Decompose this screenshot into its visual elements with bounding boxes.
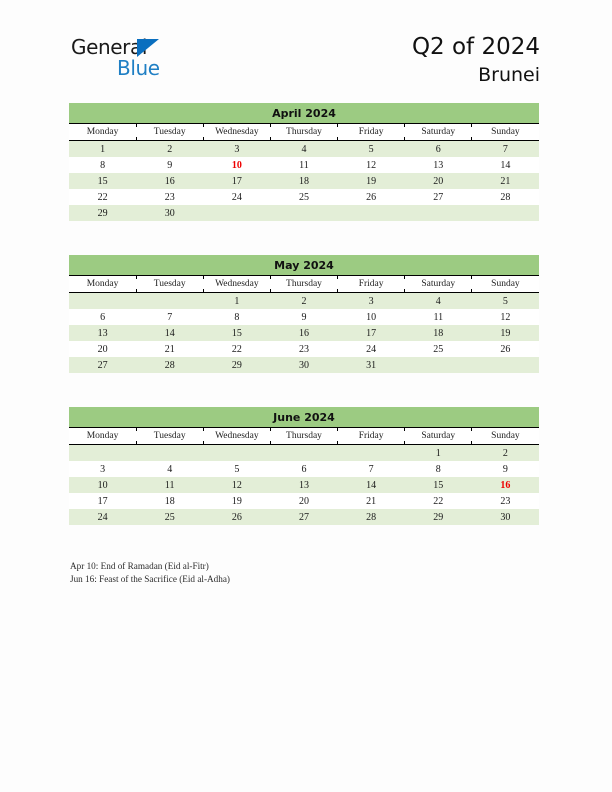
calendar-day-empty xyxy=(136,445,203,462)
calendar-day-cell[interactable]: 5 xyxy=(472,293,539,310)
weekday-header-saturday: Saturday xyxy=(405,428,472,445)
calendar-week-row xyxy=(69,477,539,493)
column-tick xyxy=(270,124,271,127)
calendar-week-row xyxy=(69,205,539,221)
calendar-day-cell[interactable]: 1 xyxy=(69,141,136,158)
column-tick xyxy=(471,124,472,127)
column-tick xyxy=(136,137,137,140)
calendar-day-cell[interactable]: 1 xyxy=(405,445,472,462)
weekday-header-tuesday: Tuesday xyxy=(136,428,203,445)
calendar-day-cell[interactable]: 29 xyxy=(69,205,136,221)
column-tick xyxy=(203,441,204,444)
calendar-day-empty xyxy=(203,205,270,221)
calendar-day-cell[interactable]: 15 xyxy=(405,477,472,493)
calendar-day-cell[interactable]: 16 xyxy=(136,173,203,189)
weekday-header-row xyxy=(69,124,539,141)
calendar-day-cell[interactable]: 12 xyxy=(472,309,539,325)
calendar-day-cell[interactable]: 3 xyxy=(69,461,136,477)
calendar-week-row xyxy=(69,325,539,341)
column-tick xyxy=(203,289,204,292)
column-tick xyxy=(404,428,405,431)
calendar-day-cell[interactable]: 22 xyxy=(405,493,472,509)
calendar-day-cell[interactable]: 16 xyxy=(472,477,539,493)
holiday-notes xyxy=(70,560,230,585)
calendar-day-cell[interactable]: 28 xyxy=(338,509,405,525)
column-tick xyxy=(337,428,338,431)
column-tick xyxy=(203,124,204,127)
calendar-week-row xyxy=(69,309,539,325)
calendar-day-cell[interactable]: 7 xyxy=(136,309,203,325)
calendar-week-row xyxy=(69,445,539,462)
calendar-week-row xyxy=(69,509,539,525)
weekday-header-thursday: Thursday xyxy=(270,276,337,293)
weekday-header-saturday: Saturday xyxy=(405,276,472,293)
calendar-day-cell[interactable]: 18 xyxy=(136,493,203,509)
calendar-day-cell[interactable]: 17 xyxy=(69,493,136,509)
calendar-day-empty xyxy=(270,205,337,221)
month-title: April 2024 xyxy=(69,103,539,124)
calendar-day-cell[interactable]: 8 xyxy=(203,309,270,325)
month-calendar-may xyxy=(69,255,539,373)
calendar-day-empty xyxy=(338,205,405,221)
page-title: Q2 of 2024 xyxy=(411,34,540,60)
calendar-day-cell[interactable]: 24 xyxy=(338,341,405,357)
holiday-note: Apr 10: End of Ramadan (Eid al-Fitr) xyxy=(70,561,209,571)
calendar-table xyxy=(69,124,539,221)
calendar-day-cell[interactable]: 2 xyxy=(472,445,539,462)
calendar-day-empty xyxy=(69,293,136,310)
calendar-week-row xyxy=(69,293,539,310)
calendar-day-empty xyxy=(338,445,405,462)
column-tick xyxy=(136,276,137,279)
weekday-header-sunday: Sunday xyxy=(472,276,539,293)
weekday-header-friday: Friday xyxy=(338,428,405,445)
calendar-day-empty xyxy=(472,205,539,221)
weekday-header-friday: Friday xyxy=(338,124,405,141)
calendar-day-cell[interactable]: 2 xyxy=(136,141,203,158)
calendar-day-cell[interactable]: 29 xyxy=(405,509,472,525)
calendar-day-empty xyxy=(472,357,539,373)
calendar-day-cell[interactable]: 1 xyxy=(203,293,270,310)
calendar-day-cell[interactable]: 19 xyxy=(472,325,539,341)
calendar-day-cell[interactable]: 21 xyxy=(472,173,539,189)
column-tick xyxy=(203,276,204,279)
calendar-week-row xyxy=(69,173,539,189)
column-tick xyxy=(270,289,271,292)
logo-text-general: General xyxy=(71,35,148,59)
calendar-day-cell[interactable]: 17 xyxy=(338,325,405,341)
calendar-day-cell[interactable]: 27 xyxy=(270,509,337,525)
column-tick xyxy=(471,428,472,431)
calendar-week-row xyxy=(69,189,539,205)
calendar-day-cell[interactable]: 29 xyxy=(203,357,270,373)
weekday-header-wednesday: Wednesday xyxy=(203,428,270,445)
calendar-week-row xyxy=(69,141,539,158)
month-calendar-june xyxy=(69,407,539,525)
calendar-day-cell[interactable]: 7 xyxy=(338,461,405,477)
column-tick xyxy=(404,289,405,292)
calendar-day-cell[interactable]: 25 xyxy=(405,341,472,357)
column-tick xyxy=(136,441,137,444)
calendar-day-cell[interactable]: 25 xyxy=(270,189,337,205)
column-tick xyxy=(337,124,338,127)
calendar-day-cell[interactable]: 9 xyxy=(136,157,203,173)
page-subtitle: Brunei xyxy=(478,64,540,86)
holiday-note: Jun 16: Feast of the Sacrifice (Eid al-Adha) xyxy=(70,573,230,584)
column-tick xyxy=(270,137,271,140)
calendar-day-cell[interactable]: 6 xyxy=(69,309,136,325)
column-tick xyxy=(270,276,271,279)
calendar-week-row xyxy=(69,493,539,509)
weekday-header-sunday: Sunday xyxy=(472,124,539,141)
calendar-day-cell[interactable]: 31 xyxy=(338,357,405,373)
column-tick xyxy=(337,137,338,140)
calendar-day-cell[interactable]: 3 xyxy=(338,293,405,310)
calendar-day-cell[interactable]: 27 xyxy=(69,357,136,373)
calendar-day-cell[interactable]: 6 xyxy=(405,141,472,158)
column-tick xyxy=(270,441,271,444)
calendar-day-cell[interactable]: 30 xyxy=(472,509,539,525)
calendar-day-cell[interactable]: 16 xyxy=(270,325,337,341)
column-tick xyxy=(337,289,338,292)
calendar-day-cell[interactable]: 20 xyxy=(405,173,472,189)
column-tick xyxy=(337,441,338,444)
month-calendar-april xyxy=(69,103,539,221)
triangle-icon xyxy=(137,39,159,57)
calendar-table xyxy=(69,428,539,525)
calendar-day-cell[interactable]: 30 xyxy=(270,357,337,373)
weekday-header-tuesday: Tuesday xyxy=(136,276,203,293)
weekday-header-monday: Monday xyxy=(69,124,136,141)
column-tick xyxy=(270,428,271,431)
calendar-day-cell[interactable]: 9 xyxy=(270,309,337,325)
calendar-day-cell[interactable]: 4 xyxy=(405,293,472,310)
weekday-header-friday: Friday xyxy=(338,276,405,293)
calendar-day-cell[interactable]: 10 xyxy=(338,309,405,325)
calendar-day-cell[interactable]: 26 xyxy=(203,509,270,525)
column-tick xyxy=(136,428,137,431)
calendar-day-cell[interactable]: 30 xyxy=(136,205,203,221)
calendar-day-cell[interactable]: 23 xyxy=(472,493,539,509)
calendar-day-cell[interactable]: 23 xyxy=(270,341,337,357)
column-tick xyxy=(203,137,204,140)
calendar-day-cell[interactable]: 21 xyxy=(338,493,405,509)
calendar-day-cell[interactable]: 19 xyxy=(338,173,405,189)
logo-text-blue: Blue xyxy=(117,56,160,80)
calendar-day-cell[interactable]: 14 xyxy=(136,325,203,341)
calendar-day-cell[interactable]: 5 xyxy=(338,141,405,158)
calendar-day-cell[interactable]: 17 xyxy=(203,173,270,189)
calendar-day-cell[interactable]: 28 xyxy=(136,357,203,373)
calendar-day-cell[interactable]: 22 xyxy=(69,189,136,205)
calendar-day-empty xyxy=(405,357,472,373)
calendar-day-empty xyxy=(69,445,136,462)
calendar-week-row xyxy=(69,357,539,373)
column-tick xyxy=(471,276,472,279)
calendar-day-cell[interactable]: 28 xyxy=(472,189,539,205)
calendar-day-cell[interactable]: 14 xyxy=(472,157,539,173)
column-tick xyxy=(404,124,405,127)
column-tick xyxy=(404,441,405,444)
calendar-day-cell[interactable]: 15 xyxy=(203,325,270,341)
calendar-day-cell[interactable]: 20 xyxy=(69,341,136,357)
calendar-day-cell[interactable]: 13 xyxy=(405,157,472,173)
calendar-week-row xyxy=(69,157,539,173)
weekday-header-thursday: Thursday xyxy=(270,428,337,445)
column-tick xyxy=(136,124,137,127)
page-title-block xyxy=(412,33,540,88)
column-tick xyxy=(337,276,338,279)
calendar-week-row xyxy=(69,461,539,477)
calendar-day-cell[interactable]: 11 xyxy=(270,157,337,173)
weekday-header-tuesday: Tuesday xyxy=(136,124,203,141)
calendar-day-cell[interactable]: 18 xyxy=(270,173,337,189)
column-tick xyxy=(404,137,405,140)
column-tick xyxy=(471,137,472,140)
calendar-day-cell[interactable]: 12 xyxy=(203,477,270,493)
calendar-day-cell[interactable]: 12 xyxy=(338,157,405,173)
calendar-day-cell[interactable]: 3 xyxy=(203,141,270,158)
calendar-day-empty xyxy=(405,205,472,221)
calendar-day-cell[interactable]: 4 xyxy=(270,141,337,158)
calendar-day-cell[interactable]: 15 xyxy=(69,173,136,189)
calendar-day-cell[interactable]: 19 xyxy=(203,493,270,509)
calendar-day-cell[interactable]: 20 xyxy=(270,493,337,509)
weekday-header-thursday: Thursday xyxy=(270,124,337,141)
month-title: May 2024 xyxy=(69,255,539,276)
column-tick xyxy=(471,441,472,444)
calendar-day-cell[interactable]: 11 xyxy=(405,309,472,325)
weekday-header-row xyxy=(69,276,539,293)
page-header xyxy=(0,0,612,96)
weekday-header-monday: Monday xyxy=(69,428,136,445)
general-blue-logo xyxy=(71,36,186,80)
calendar-day-cell[interactable]: 8 xyxy=(69,157,136,173)
calendar-week-row xyxy=(69,341,539,357)
column-tick xyxy=(404,276,405,279)
calendar-day-cell[interactable]: 10 xyxy=(69,477,136,493)
calendar-day-cell[interactable]: 6 xyxy=(270,461,337,477)
calendar-day-cell[interactable]: 26 xyxy=(338,189,405,205)
weekday-header-sunday: Sunday xyxy=(472,428,539,445)
calendar-day-cell[interactable]: 18 xyxy=(405,325,472,341)
calendar-day-cell[interactable]: 10 xyxy=(203,157,270,173)
calendar-day-cell[interactable]: 14 xyxy=(338,477,405,493)
calendar-table xyxy=(69,276,539,373)
column-tick xyxy=(471,289,472,292)
weekday-header-wednesday: Wednesday xyxy=(203,124,270,141)
calendar-day-cell[interactable]: 13 xyxy=(69,325,136,341)
calendar-day-cell[interactable]: 23 xyxy=(136,189,203,205)
calendar-day-cell[interactable]: 2 xyxy=(270,293,337,310)
calendar-day-cell[interactable]: 13 xyxy=(270,477,337,493)
calendar-day-cell[interactable]: 26 xyxy=(472,341,539,357)
calendar-day-cell[interactable]: 25 xyxy=(136,509,203,525)
column-tick xyxy=(203,428,204,431)
calendar-day-cell[interactable]: 7 xyxy=(472,141,539,158)
calendar-day-cell[interactable]: 5 xyxy=(203,461,270,477)
calendar-day-cell[interactable]: 11 xyxy=(136,477,203,493)
weekday-header-row xyxy=(69,428,539,445)
calendar-day-cell[interactable]: 21 xyxy=(136,341,203,357)
calendar-day-cell[interactable]: 24 xyxy=(203,189,270,205)
calendar-day-empty xyxy=(203,445,270,462)
month-title: June 2024 xyxy=(69,407,539,428)
calendar-day-empty xyxy=(270,445,337,462)
calendar-day-cell[interactable]: 8 xyxy=(405,461,472,477)
calendar-day-empty xyxy=(136,293,203,310)
column-tick xyxy=(136,289,137,292)
calendar-day-cell[interactable]: 27 xyxy=(405,189,472,205)
calendar-day-cell[interactable]: 9 xyxy=(472,461,539,477)
weekday-header-monday: Monday xyxy=(69,276,136,293)
calendar-day-cell[interactable]: 4 xyxy=(136,461,203,477)
calendar-day-cell[interactable]: 22 xyxy=(203,341,270,357)
weekday-header-wednesday: Wednesday xyxy=(203,276,270,293)
calendar-day-cell[interactable]: 24 xyxy=(69,509,136,525)
weekday-header-saturday: Saturday xyxy=(405,124,472,141)
